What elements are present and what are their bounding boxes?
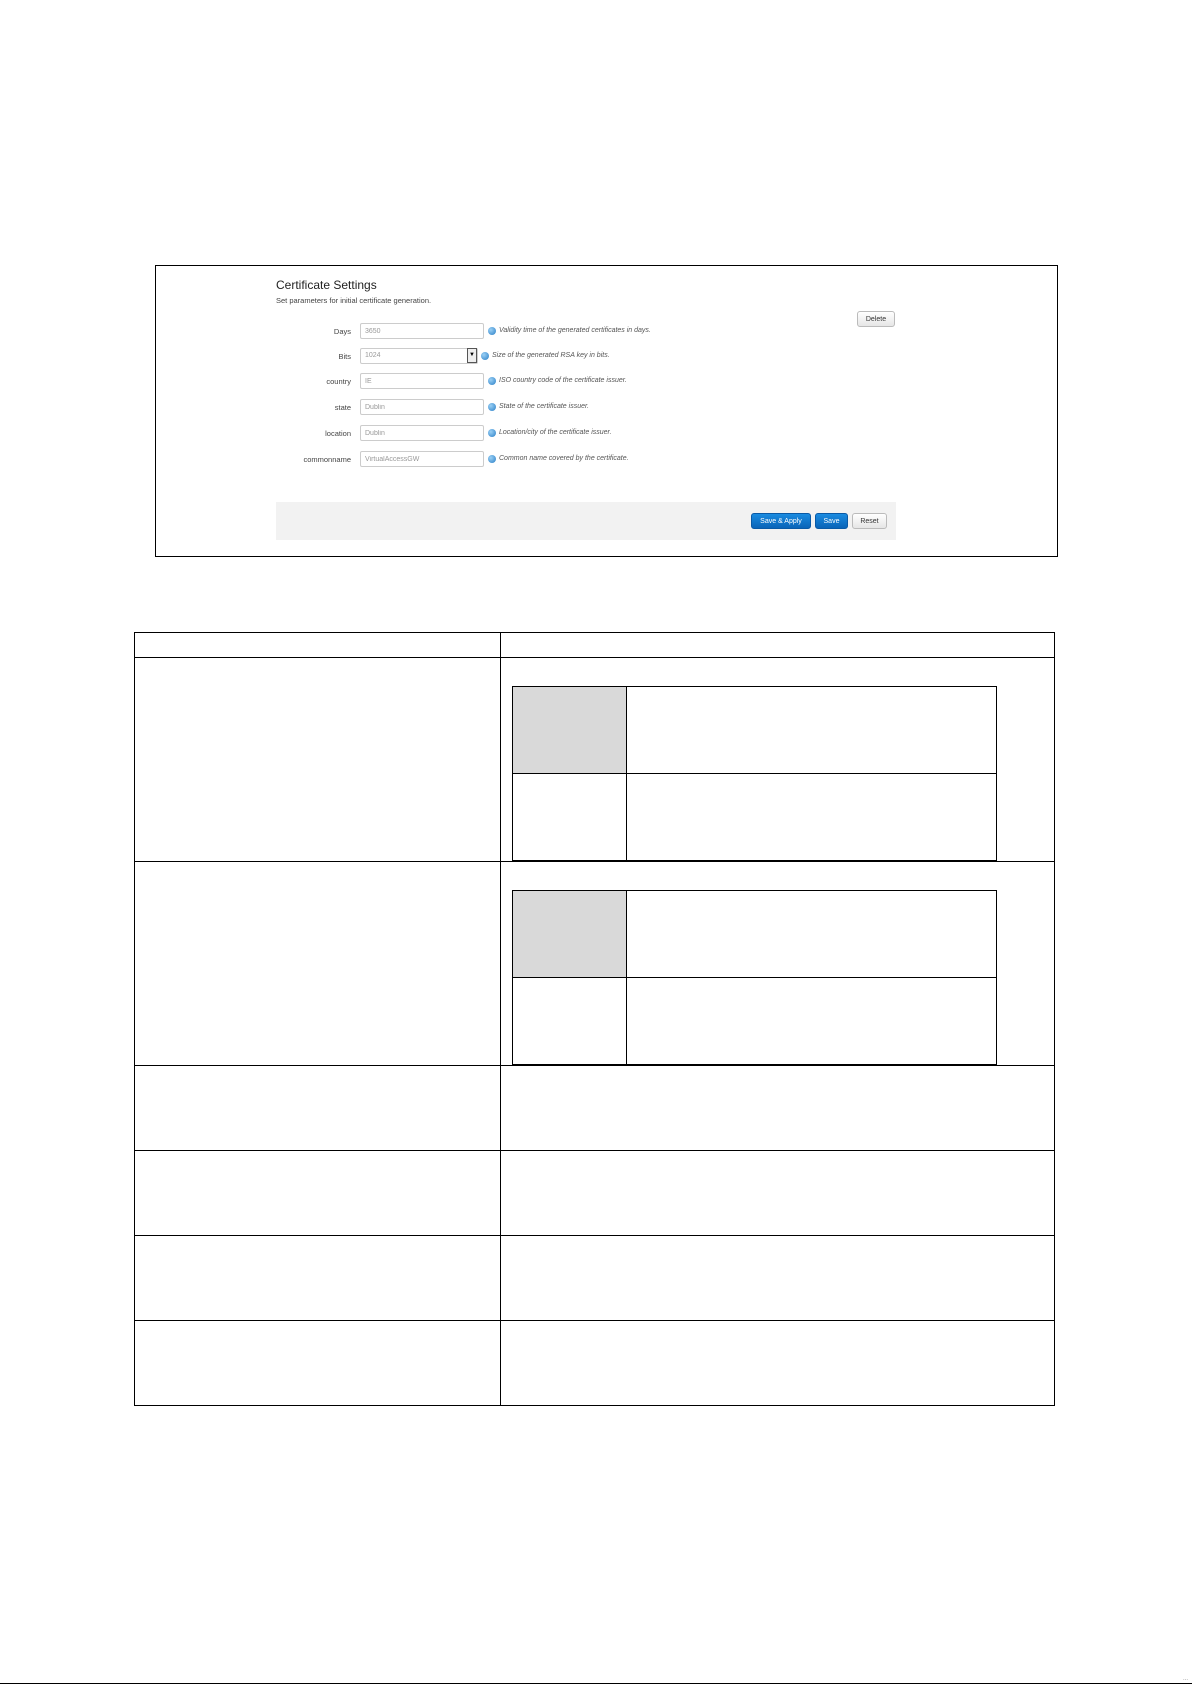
location-label: location — [325, 429, 351, 438]
action-bar — [276, 502, 896, 540]
inner-cell — [627, 978, 997, 1065]
days-row — [276, 323, 896, 341]
delete-button[interactable]: Delete — [857, 311, 895, 327]
parameter-table — [134, 632, 1055, 1406]
commonname-input[interactable] — [360, 451, 484, 467]
bits-select[interactable]: 1024 — [360, 348, 478, 364]
page-mark: ... — [1182, 1676, 1188, 1682]
inner-table — [512, 890, 997, 1065]
days-help: Validity time of the generated certificates in days. — [499, 327, 651, 334]
table-cell — [135, 1236, 501, 1321]
inner-row — [513, 891, 997, 978]
table-row — [135, 658, 1055, 862]
inner-cell — [513, 774, 627, 861]
certificate-settings-screenshot — [155, 265, 1058, 557]
table-row — [135, 1151, 1055, 1236]
location-help: Location/city of the certificate issuer. — [499, 429, 612, 436]
table-row — [135, 1321, 1055, 1406]
info-icon — [488, 403, 496, 411]
inner-cell — [513, 891, 627, 978]
inner-cell — [513, 687, 627, 774]
table-cell — [501, 658, 1055, 862]
bits-label: Bits — [338, 352, 351, 361]
info-icon — [488, 455, 496, 463]
table-row — [135, 862, 1055, 1066]
inner-row — [513, 687, 997, 774]
table-cell — [135, 862, 501, 1066]
info-icon — [488, 327, 496, 335]
page-title: Certificate Settings — [276, 278, 377, 292]
save-apply-button[interactable]: Save & Apply — [751, 513, 811, 529]
inner-cell — [513, 978, 627, 1065]
info-icon — [488, 377, 496, 385]
save-button[interactable]: Save — [815, 513, 848, 529]
days-label: Days — [333, 327, 351, 336]
bits-row — [276, 348, 896, 366]
info-icon — [481, 352, 489, 360]
inner-cell — [627, 774, 997, 861]
table-cell — [501, 1066, 1055, 1151]
inner-cell — [627, 891, 997, 978]
table-row — [135, 1066, 1055, 1151]
state-row — [276, 399, 896, 417]
state-input[interactable] — [360, 399, 484, 415]
table-header-cell — [135, 633, 501, 658]
page-subtitle: Set parameters for initial certificate generation. — [276, 296, 432, 305]
table-header-row — [135, 633, 1055, 658]
inner-table — [512, 686, 997, 861]
info-icon — [488, 429, 496, 437]
chevron-down-icon[interactable]: ▼ — [467, 348, 477, 363]
country-row — [276, 373, 896, 391]
commonname-help: Common name covered by the certificate. — [499, 455, 629, 462]
table-cell — [501, 1151, 1055, 1236]
state-label: state — [334, 403, 351, 412]
table-cell — [501, 862, 1055, 1066]
state-help: State of the certificate issuer. — [499, 403, 590, 410]
country-help: ISO country code of the certificate issuer. — [499, 377, 627, 384]
reset-button[interactable]: Reset — [852, 513, 887, 529]
table-header-cell — [501, 633, 1055, 658]
inner-row — [513, 774, 997, 861]
location-row — [276, 425, 896, 443]
table-cell — [135, 1151, 501, 1236]
location-input[interactable] — [360, 425, 484, 441]
days-input[interactable] — [360, 323, 484, 339]
table-cell — [135, 1321, 501, 1406]
inner-row — [513, 978, 997, 1065]
inner-cell — [627, 687, 997, 774]
table-cell — [501, 1236, 1055, 1321]
table-cell — [135, 1066, 501, 1151]
table-cell — [501, 1321, 1055, 1406]
table-cell — [135, 658, 501, 862]
commonname-label: commonname — [303, 455, 351, 464]
certificate-settings-panel — [276, 266, 896, 556]
bits-help: Size of the generated RSA key in bits. — [492, 352, 610, 359]
country-label: country — [326, 377, 351, 386]
commonname-row — [276, 451, 896, 469]
country-input[interactable] — [360, 373, 484, 389]
table-row — [135, 1236, 1055, 1321]
footer-rule — [0, 1683, 1192, 1684]
